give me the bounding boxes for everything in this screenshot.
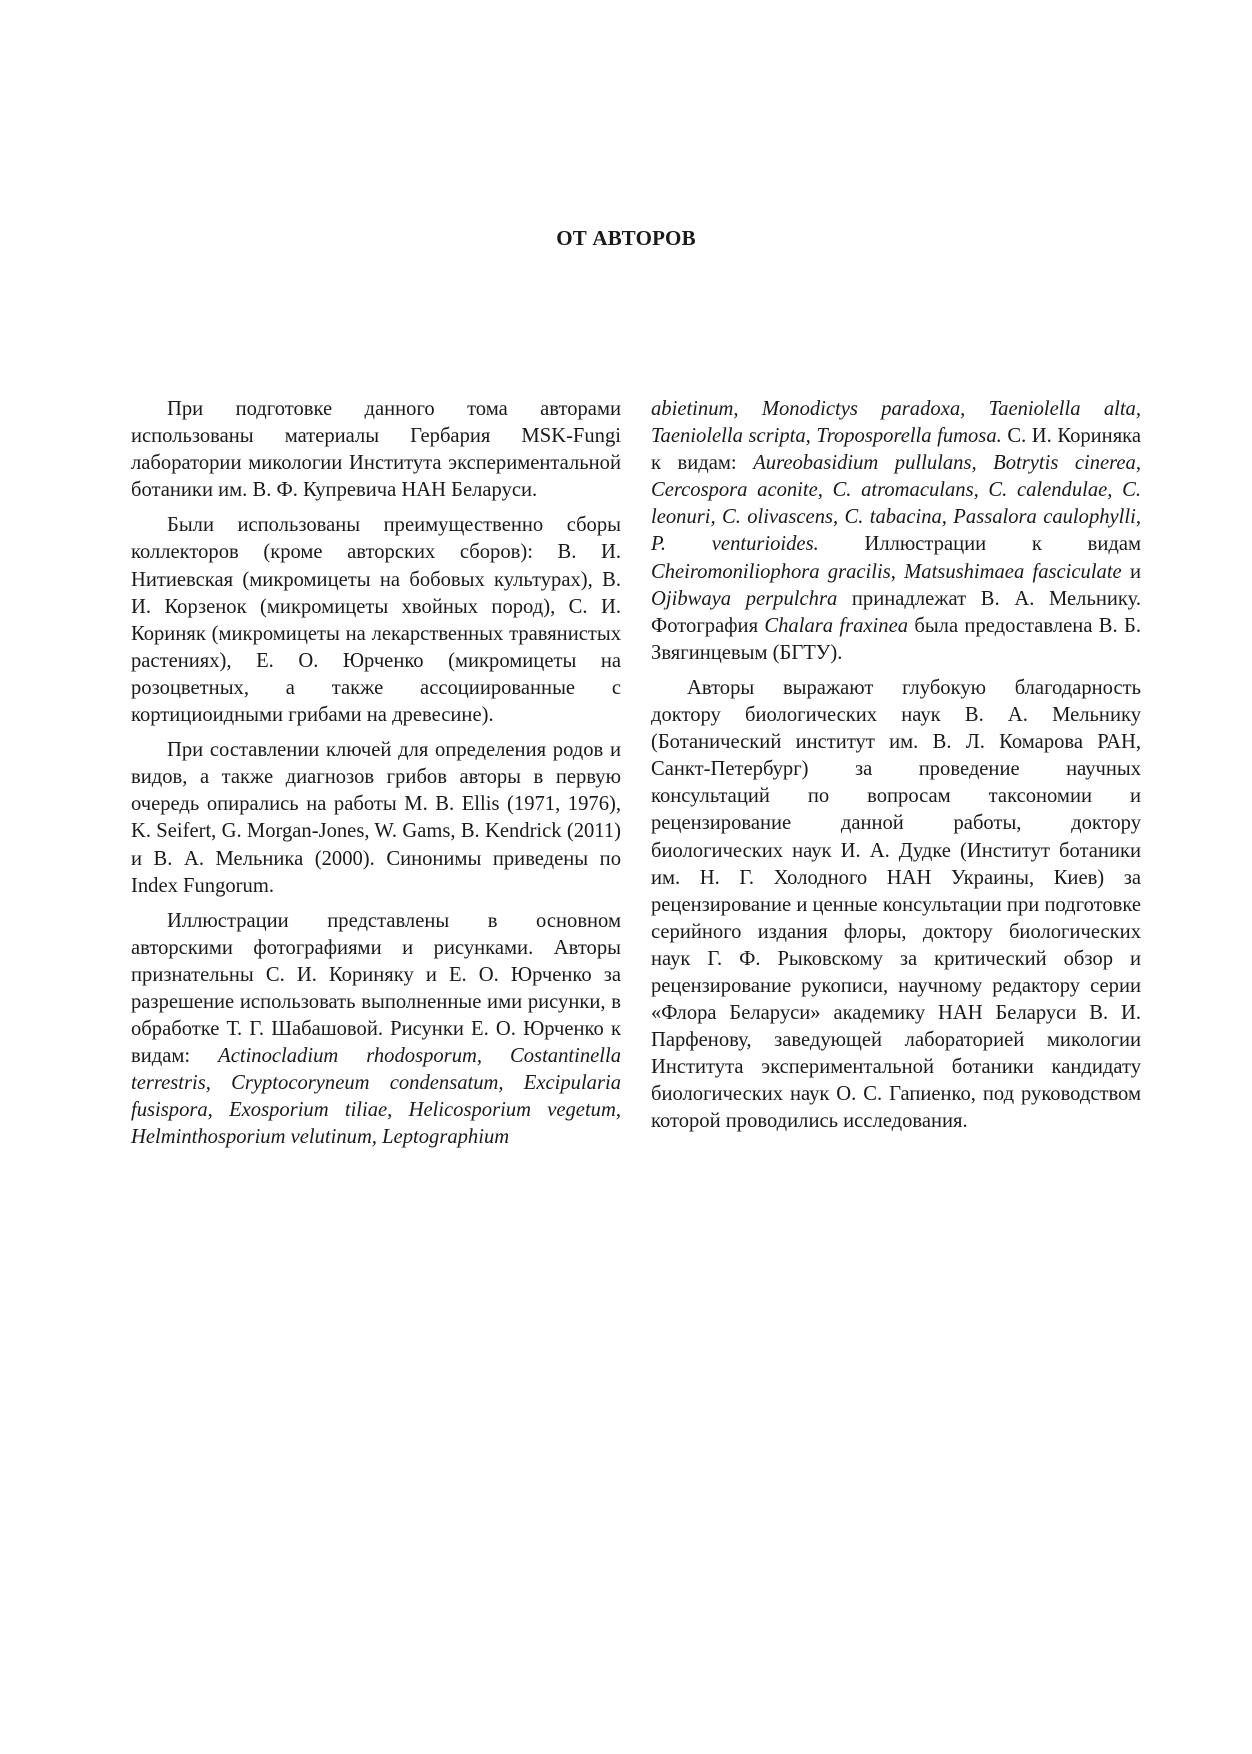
species-name: Chalara fraxinea (764, 614, 909, 637)
illustrations-text: Иллюстрации представлены в основном авторскими фотографиями и рисунками. Авторы признательны С. И. Кориняку и Е. О. Юрченко за разрешение использовать выполненные ими рисунки, в обработке Т. Г. Шабашовой. Рисунки Е. О. Юрченко к видам: (131, 909, 621, 1068)
illustrations-text: Иллюстрации к видам (864, 533, 1142, 556)
paragraph-materials: При подготовке данного тома авторами использованы материалы Гербария MSK-Fungi лаборатории микологии Института экспериментальной ботаники им. В. Ф. Купревича НАН Беларуси. (131, 398, 621, 502)
paragraph-keys: При составлении ключей для определения родов и видов, а также диагнозов грибов авторы в первую очередь опирались на работы M. B. Ellis (1971, 1976), K. Seifert, G. Morgan-Jones, W. Gams, B. Kendrick (2011) и В. А. Мельника (2000). Синонимы приведены по Index Fungorum. (131, 739, 621, 897)
species-name: Ojibwaya perpulchra (651, 587, 838, 610)
illustrations-text: была предоставлена В. Б. Звягинцевым (БГТУ). (651, 614, 1141, 664)
page-title: ОТ АВТОРОВ (556, 226, 696, 250)
species-name: Cheiromoniliophora gracilis (651, 560, 891, 583)
species-list: Actinocladium rhodosporum, Costantinella terrestris, Cryptocoryneum condensatum, Excipularia fusispora, Exosporium tiliae, Helicosporium vegetum, Helminthosporium velutinum, Leptographium (131, 1045, 622, 1149)
illustrations-text: принадлежат В. А. Мельнику. Фотография (651, 587, 1141, 637)
left-column (131, 396, 621, 1160)
right-column (651, 396, 1141, 1144)
illustrations-text: С. И. Кориняка к видам: (651, 425, 1142, 475)
species-list: Aureobasidium pullulans, Botrytis cinerea, Cercospora aconite, C. atromaculans, C. calendulae, C. leonuri, C. olivascens, C. tabacina, Passalora caulophylli, P. venturioides. (651, 452, 1141, 556)
paragraph-collectors: Были использованы преимущественно сборы коллекторов (кроме авторских сборов): В. И. Нитиевская (микромицеты на бобовых культурах), В. И. Корзенок (микромицеты хвойных пород), С. И. Кориняк (микромицеты на лекарственных травянистых растениях), Е. О. Юрченко (микромицеты на розоцветных, а также ассоциированные с кортициоидными грибами на древесине). (131, 514, 621, 727)
paragraph-acknowledgements: Авторы выражают глубокую благодарность доктору биологических наук В. А. Мельнику (Ботанический институт им. В. Л. Комарова РАН, Санкт-Петербург) за проведение научных консультаций по вопросам таксономии и рецензирование данной работы, доктору биологических наук И. А. Дудке (Институт ботаники им. Н. Г. Холодного НАН Украины, Киев) за рецензирование и ценные консультации при подготовке серийного издания флоры, доктору биологических наук Г. Ф. Рыковскому за критический обзор и рецензирование рукописи, научному редактору серии «Флора Беларуси» академику НАН Беларуси В. И. Парфенову, заведующей лабораторией микологии Института экспериментальной ботаники кандидату биологических наук О. С. Гапиенко, под руководством которой проводились исследования. (651, 676, 1141, 1133)
species-name: Matsushimaea fasciculate (904, 560, 1122, 583)
separator: , (890, 560, 896, 583)
paragraph-illustrations-continued (651, 396, 1141, 667)
paragraph-illustrations (131, 908, 621, 1152)
species-list: abietinum, Monodictys paradoxa, Taeniolella alta, Taeniolella scripta, Troposporella fumosa. (651, 398, 1141, 448)
conjunction: и (1129, 560, 1141, 583)
